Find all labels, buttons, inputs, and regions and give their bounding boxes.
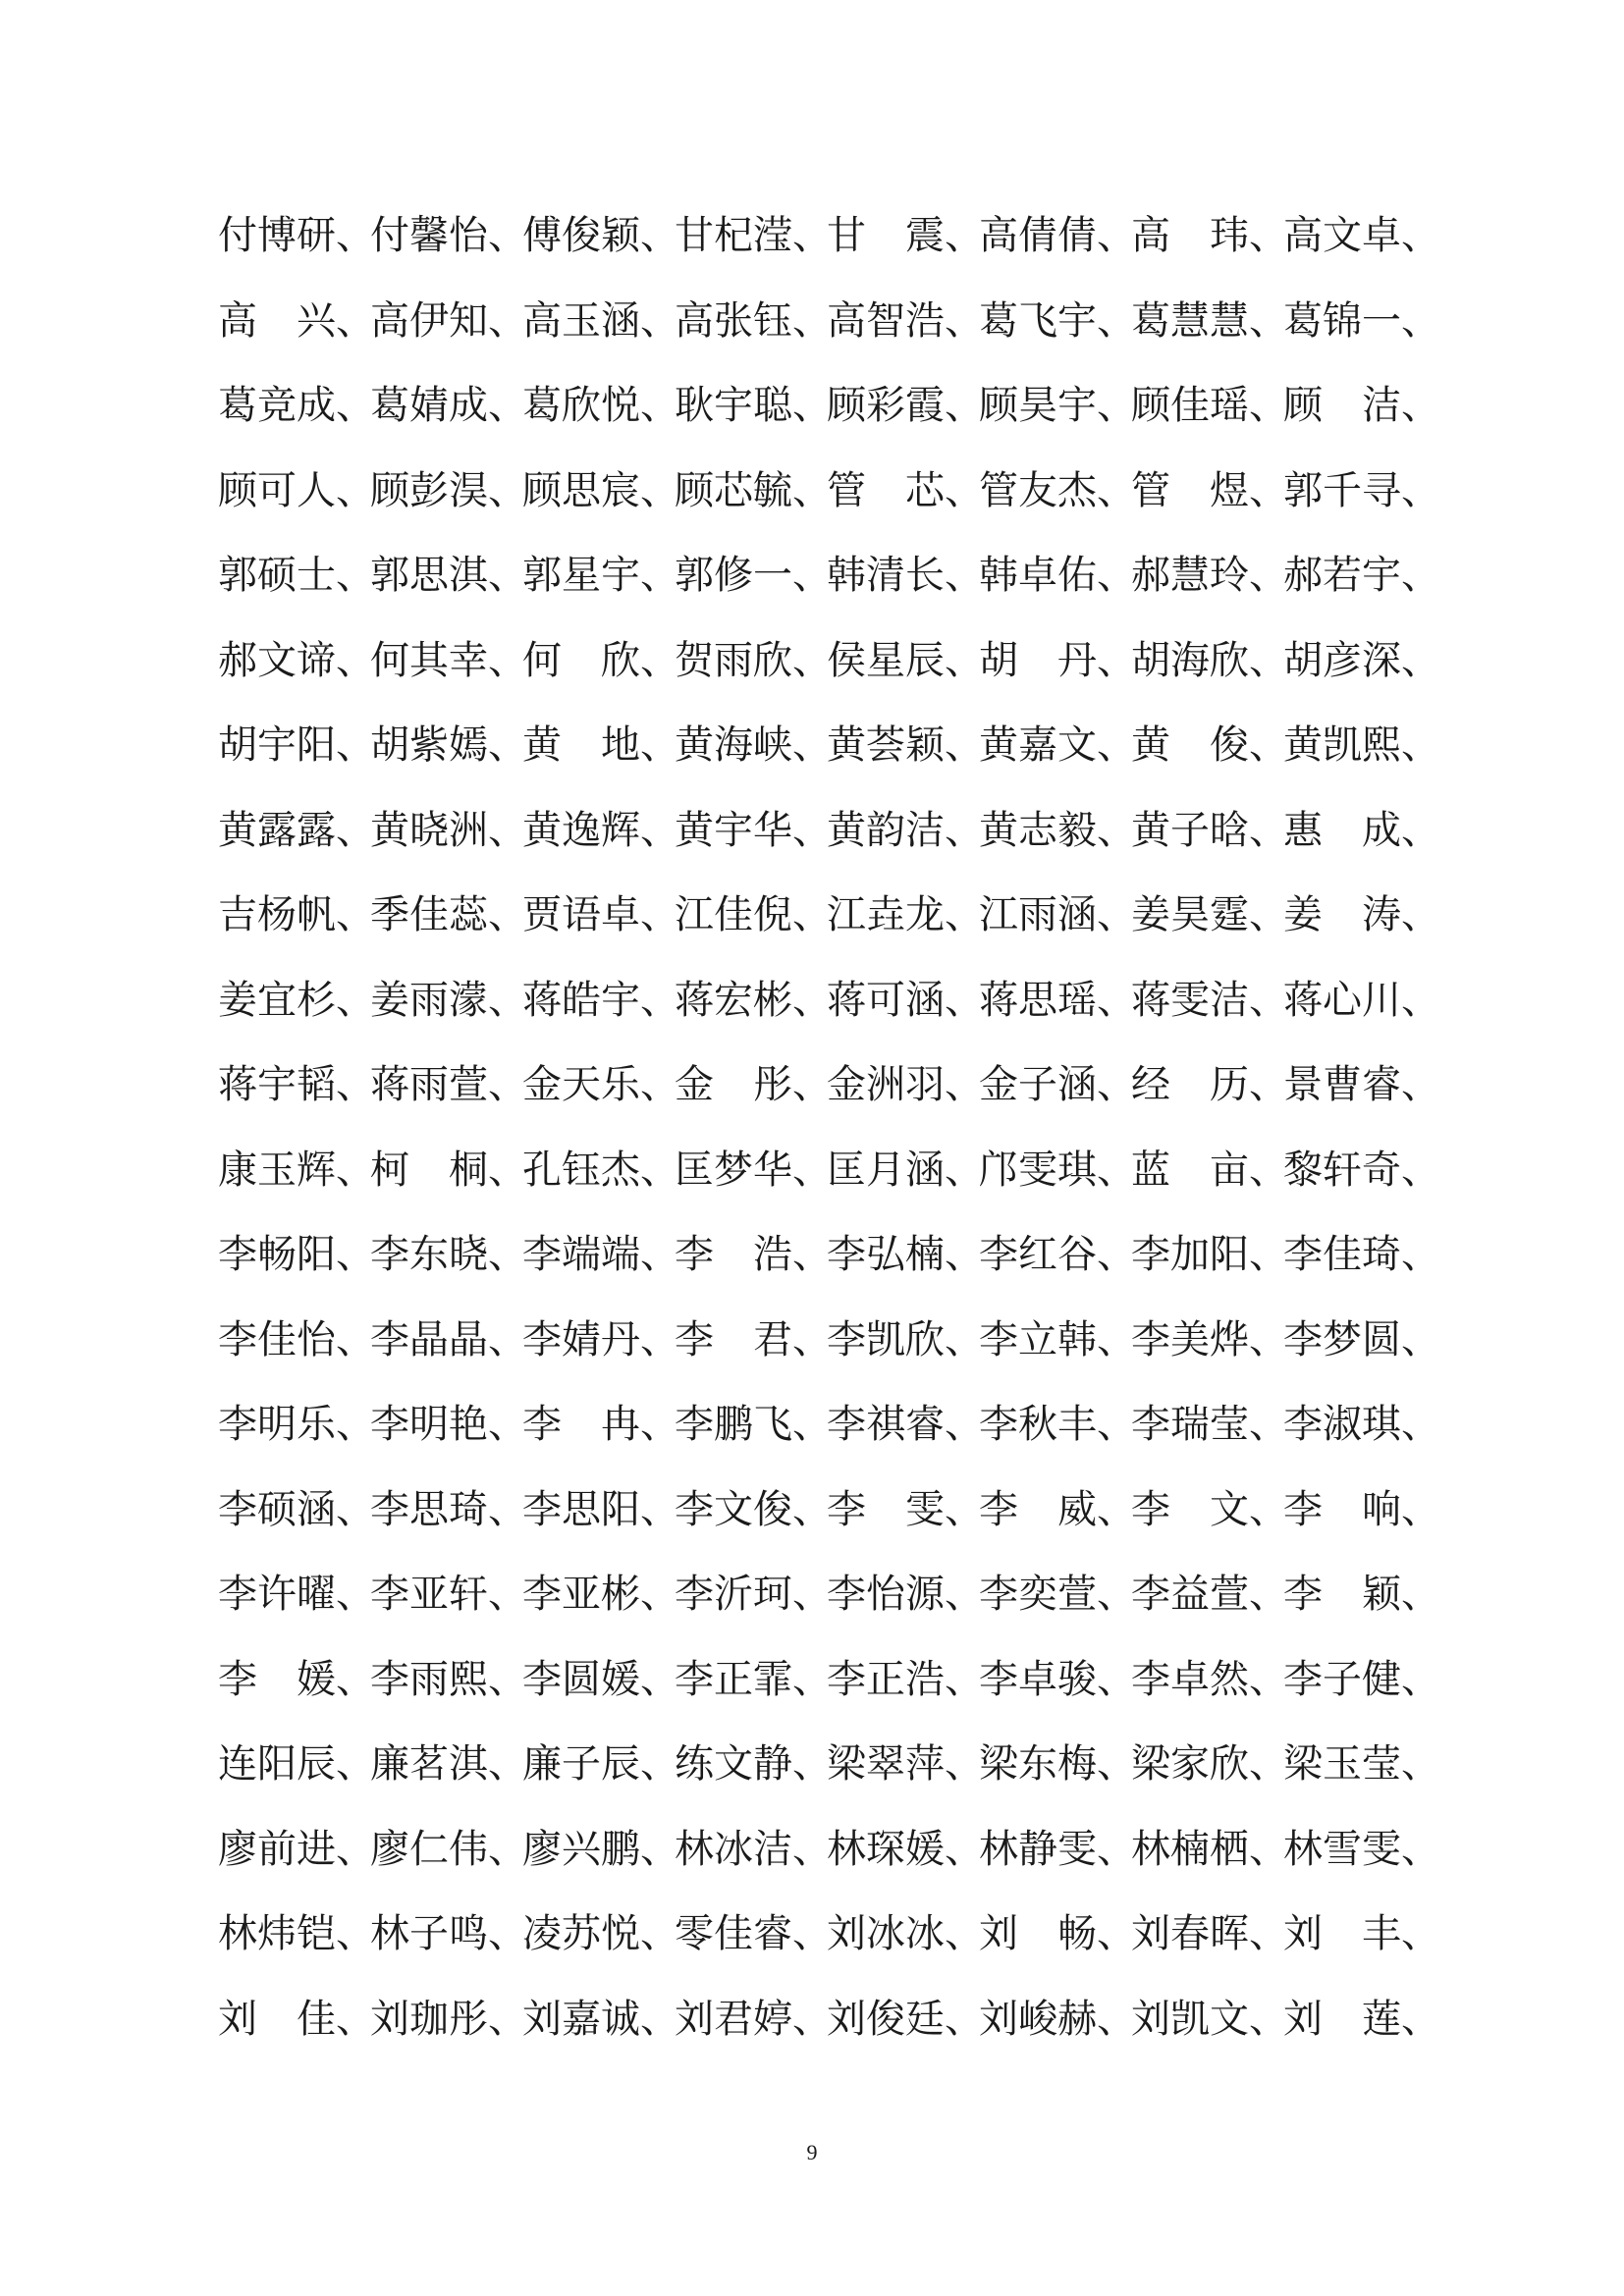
- name-entry: 胡彦深、: [1283, 637, 1440, 683]
- name-entry: 胡 丹、: [979, 637, 1136, 683]
- name-entry: 何其幸、: [370, 637, 527, 683]
- name-entry: 李 冉、: [522, 1402, 679, 1447]
- name-entry: 李 威、: [979, 1486, 1136, 1532]
- name-list: [218, 206, 1440, 2074]
- name-entry: 刘 畅、: [979, 1911, 1136, 1956]
- name-entry: 李硕涵、: [218, 1486, 375, 1532]
- name-entry: 郭修一、: [675, 553, 832, 598]
- name-entry: 高文卓、: [1283, 213, 1440, 258]
- name-entry: 李弘楠、: [827, 1232, 984, 1277]
- name-entry: 李红谷、: [979, 1232, 1136, 1277]
- name-entry: 李正霏、: [675, 1656, 832, 1702]
- name-entry: 李卓然、: [1131, 1656, 1288, 1702]
- name-entry: 零佳睿、: [675, 1911, 832, 1956]
- name-line: [218, 1395, 1440, 1480]
- name-entry: 刘 莲、: [1283, 1996, 1440, 2042]
- name-entry: 管 煜、: [1131, 467, 1288, 513]
- name-entry: 黄逸辉、: [522, 807, 679, 853]
- name-entry: 葛竞成、: [218, 383, 375, 428]
- name-entry: 梁家欣、: [1131, 1741, 1288, 1787]
- name-entry: 李佳怡、: [218, 1316, 375, 1362]
- name-entry: 顾彩霞、: [827, 383, 984, 428]
- name-entry: 黄露露、: [218, 807, 375, 853]
- name-entry: 黎轩奇、: [1283, 1147, 1440, 1193]
- name-entry: 金洲羽、: [827, 1062, 984, 1107]
- name-entry: 蒋宏彬、: [675, 977, 832, 1023]
- name-entry: 黄荟颖、: [827, 722, 984, 768]
- name-entry: 姜昊霆、: [1131, 892, 1288, 937]
- name-entry: 林子鸣、: [370, 1911, 527, 1956]
- name-entry: 蒋雨萱、: [370, 1062, 527, 1107]
- name-entry: 高伊知、: [370, 297, 527, 344]
- name-entry: 李思琦、: [370, 1486, 527, 1532]
- name-entry: 梁玉莹、: [1283, 1741, 1440, 1787]
- name-entry: 韩清长、: [827, 553, 984, 598]
- name-entry: 黄韵洁、: [827, 807, 984, 853]
- name-entry: 李佳琦、: [1283, 1232, 1440, 1277]
- name-entry: 刘 佳、: [218, 1996, 375, 2042]
- name-entry: 付馨怡、: [370, 213, 527, 258]
- name-entry: 黄子晗、: [1131, 807, 1288, 853]
- name-entry: 李梦圆、: [1283, 1316, 1440, 1362]
- name-entry: 管 芯、: [827, 467, 984, 513]
- name-entry: 李卓骏、: [979, 1656, 1136, 1702]
- name-line: [218, 1820, 1440, 1905]
- name-entry: 贾语卓、: [522, 892, 679, 937]
- name-entry: 何 欣、: [522, 637, 679, 683]
- name-entry: 蒋思瑶、: [979, 977, 1136, 1023]
- name-entry: 高智浩、: [827, 297, 984, 344]
- name-line: [218, 801, 1440, 886]
- name-entry: 蒋可涵、: [827, 977, 984, 1023]
- name-entry: 季佳蕊、: [370, 892, 527, 937]
- name-entry: 连阳辰、: [218, 1741, 375, 1787]
- name-entry: 姜 涛、: [1283, 892, 1440, 937]
- name-entry: 郭千寻、: [1283, 467, 1440, 513]
- name-entry: 康玉辉、: [218, 1147, 375, 1193]
- name-entry: 李立韩、: [979, 1316, 1136, 1362]
- name-entry: 景曹睿、: [1283, 1062, 1440, 1107]
- name-entry: 郭星宇、: [522, 553, 679, 598]
- name-line: [218, 376, 1440, 461]
- name-entry: 李 浩、: [675, 1232, 832, 1277]
- name-line: [218, 1904, 1440, 1990]
- name-entry: 李益萱、: [1131, 1572, 1288, 1617]
- name-entry: 柯 桐、: [370, 1147, 527, 1193]
- name-entry: 梁东梅、: [979, 1741, 1136, 1787]
- name-entry: 傅俊颖、: [522, 213, 679, 258]
- name-entry: 廖仁伟、: [370, 1826, 527, 1872]
- name-entry: 管友杰、: [979, 467, 1136, 513]
- name-entry: 李婧丹、: [522, 1316, 679, 1362]
- name-entry: 高 兴、: [218, 297, 375, 344]
- name-entry: 李沂珂、: [675, 1572, 832, 1617]
- name-entry: 李怡源、: [827, 1572, 984, 1617]
- name-entry: 蒋皓宇、: [522, 977, 679, 1023]
- name-entry: 黄 俊、: [1131, 722, 1288, 768]
- name-entry: 李 响、: [1283, 1486, 1440, 1532]
- name-entry: 胡紫嫣、: [370, 722, 527, 768]
- name-entry: 李思阳、: [522, 1486, 679, 1532]
- name-entry: 郭硕士、: [218, 553, 375, 598]
- name-entry: 林冰洁、: [675, 1826, 832, 1872]
- name-entry: 侯星辰、: [827, 637, 984, 683]
- name-entry: 贺雨欣、: [675, 637, 832, 683]
- name-entry: 刘春晖、: [1131, 1911, 1288, 1956]
- name-entry: 李亚彬、: [522, 1572, 679, 1617]
- name-entry: 廖前进、: [218, 1826, 375, 1872]
- name-entry: 廖兴鹏、: [522, 1826, 679, 1872]
- name-entry: 顾昊宇、: [979, 383, 1136, 428]
- name-entry: 李雨熙、: [370, 1656, 527, 1702]
- name-entry: 刘珈彤、: [370, 1996, 527, 2042]
- name-entry: 李圆媛、: [522, 1656, 679, 1702]
- name-entry: 江垚龙、: [827, 892, 984, 937]
- name-entry: 葛欣悦、: [522, 383, 679, 428]
- name-entry: 梁翠萍、: [827, 1741, 984, 1787]
- name-entry: 胡宇阳、: [218, 722, 375, 768]
- name-entry: 葛慧慧、: [1131, 297, 1288, 344]
- name-entry: 林炜铠、: [218, 1911, 375, 1956]
- name-entry: 刘君婷、: [675, 1996, 832, 2042]
- name-line: [218, 1055, 1440, 1141]
- name-line: [218, 1650, 1440, 1735]
- name-entry: 黄凯熙、: [1283, 722, 1440, 768]
- name-line: [218, 971, 1440, 1056]
- name-entry: 邝雯琪、: [979, 1147, 1136, 1193]
- page-number: 9: [806, 2140, 818, 2164]
- name-line: [218, 716, 1440, 801]
- name-entry: 刘凯文、: [1131, 1996, 1288, 2042]
- name-entry: 林雪雯、: [1283, 1826, 1440, 1872]
- name-line: [218, 292, 1440, 377]
- name-entry: 李明艳、: [370, 1402, 527, 1447]
- name-entry: 李 君、: [675, 1316, 832, 1362]
- name-entry: 姜雨濛、: [370, 977, 527, 1023]
- name-entry: 李鹏飞、: [675, 1402, 832, 1447]
- name-entry: 黄志毅、: [979, 807, 1136, 853]
- name-entry: 李瑞莹、: [1131, 1402, 1288, 1447]
- name-entry: 李端端、: [522, 1232, 679, 1277]
- name-entry: 刘冰冰、: [827, 1911, 984, 1956]
- name-entry: 黄宇华、: [675, 807, 832, 853]
- name-entry: 吉杨帆、: [218, 892, 375, 937]
- name-entry: 李 雯、: [827, 1486, 984, 1532]
- name-entry: 付博研、: [218, 213, 375, 258]
- name-entry: 惠 成、: [1283, 807, 1440, 853]
- name-line: [218, 206, 1440, 292]
- name-entry: 凌苏悦、: [522, 1911, 679, 1956]
- name-entry: 李加阳、: [1131, 1232, 1288, 1277]
- name-entry: 葛飞宇、: [979, 297, 1136, 344]
- name-entry: 高张钰、: [675, 297, 832, 344]
- name-entry: 顾芯毓、: [675, 467, 832, 513]
- name-entry: 黄嘉文、: [979, 722, 1136, 768]
- name-line: [218, 1141, 1440, 1226]
- name-entry: 刘俊廷、: [827, 1996, 984, 2042]
- name-entry: 江佳倪、: [675, 892, 832, 937]
- name-entry: 李奕萱、: [979, 1572, 1136, 1617]
- name-entry: 匡月涵、: [827, 1147, 984, 1193]
- name-entry: 金天乐、: [522, 1062, 679, 1107]
- name-entry: 顾可人、: [218, 467, 375, 513]
- name-entry: 林静雯、: [979, 1826, 1136, 1872]
- name-entry: 郝若宇、: [1283, 553, 1440, 598]
- name-entry: 李晶晶、: [370, 1316, 527, 1362]
- name-entry: 葛婧成、: [370, 383, 527, 428]
- name-entry: 李凯欣、: [827, 1316, 984, 1362]
- name-line: [218, 885, 1440, 971]
- name-entry: 李美烨、: [1131, 1316, 1288, 1362]
- name-entry: 蓝 亩、: [1131, 1147, 1288, 1193]
- name-entry: 李许曜、: [218, 1572, 375, 1617]
- name-entry: 江雨涵、: [979, 892, 1136, 937]
- name-entry: 李祺睿、: [827, 1402, 984, 1447]
- name-line: [218, 1990, 1440, 2075]
- name-entry: 李淑琪、: [1283, 1402, 1440, 1447]
- name-entry: 高玉涵、: [522, 297, 679, 344]
- name-entry: 高 玮、: [1131, 213, 1288, 258]
- name-entry: 刘峻赫、: [979, 1996, 1136, 2042]
- name-entry: 经 历、: [1131, 1062, 1288, 1107]
- name-entry: 黄海峡、: [675, 722, 832, 768]
- name-entry: 李明乐、: [218, 1402, 375, 1447]
- name-line: [218, 1565, 1440, 1650]
- name-line: [218, 1735, 1440, 1820]
- name-line: [218, 631, 1440, 717]
- name-entry: 韩卓佑、: [979, 553, 1136, 598]
- name-line: [218, 1225, 1440, 1310]
- name-entry: 李文俊、: [675, 1486, 832, 1532]
- name-entry: 耿宇聪、: [675, 383, 832, 428]
- name-entry: 李东晓、: [370, 1232, 527, 1277]
- name-entry: 李畅阳、: [218, 1232, 375, 1277]
- name-line: [218, 1310, 1440, 1396]
- name-entry: 练文静、: [675, 1741, 832, 1787]
- name-entry: 顾思宸、: [522, 467, 679, 513]
- name-entry: 姜宜杉、: [218, 977, 375, 1023]
- name-entry: 刘嘉诚、: [522, 1996, 679, 2042]
- name-entry: 黄 地、: [522, 722, 679, 768]
- name-entry: 金子涵、: [979, 1062, 1136, 1107]
- name-entry: 林琛媛、: [827, 1826, 984, 1872]
- name-line: [218, 546, 1440, 631]
- name-entry: 黄晓洲、: [370, 807, 527, 853]
- name-entry: 高倩倩、: [979, 213, 1136, 258]
- name-entry: 蒋雯洁、: [1131, 977, 1288, 1023]
- name-entry: 顾佳瑶、: [1131, 383, 1288, 428]
- name-entry: 廉茗淇、: [370, 1741, 527, 1787]
- name-entry: 郝文谛、: [218, 637, 375, 683]
- name-entry: 郝慧玲、: [1131, 553, 1288, 598]
- name-entry: 蒋宇韬、: [218, 1062, 375, 1107]
- name-entry: 孔钰杰、: [522, 1147, 679, 1193]
- name-entry: 李子健、: [1283, 1656, 1440, 1702]
- name-entry: 顾彭淏、: [370, 467, 527, 513]
- name-entry: 李秋丰、: [979, 1402, 1136, 1447]
- name-entry: 李 颖、: [1283, 1572, 1440, 1617]
- name-entry: 郭思淇、: [370, 553, 527, 598]
- name-entry: 李 文、: [1131, 1486, 1288, 1532]
- name-entry: 葛锦一、: [1283, 297, 1440, 344]
- name-entry: 甘 震、: [827, 213, 984, 258]
- name-entry: 廉子辰、: [522, 1741, 679, 1787]
- name-entry: 顾 洁、: [1283, 383, 1440, 428]
- name-entry: 金 彤、: [675, 1062, 832, 1107]
- name-entry: 李亚轩、: [370, 1572, 527, 1617]
- name-entry: 甘杞滢、: [675, 213, 832, 258]
- name-entry: 胡海欣、: [1131, 637, 1288, 683]
- name-line: [218, 461, 1440, 547]
- name-entry: 匡梦华、: [675, 1147, 832, 1193]
- name-entry: 李 媛、: [218, 1656, 375, 1702]
- name-entry: 蒋心川、: [1283, 977, 1440, 1023]
- name-entry: 李正浩、: [827, 1656, 984, 1702]
- name-entry: 刘 丰、: [1283, 1911, 1440, 1956]
- name-entry: 林楠栖、: [1131, 1826, 1288, 1872]
- name-line: [218, 1480, 1440, 1566]
